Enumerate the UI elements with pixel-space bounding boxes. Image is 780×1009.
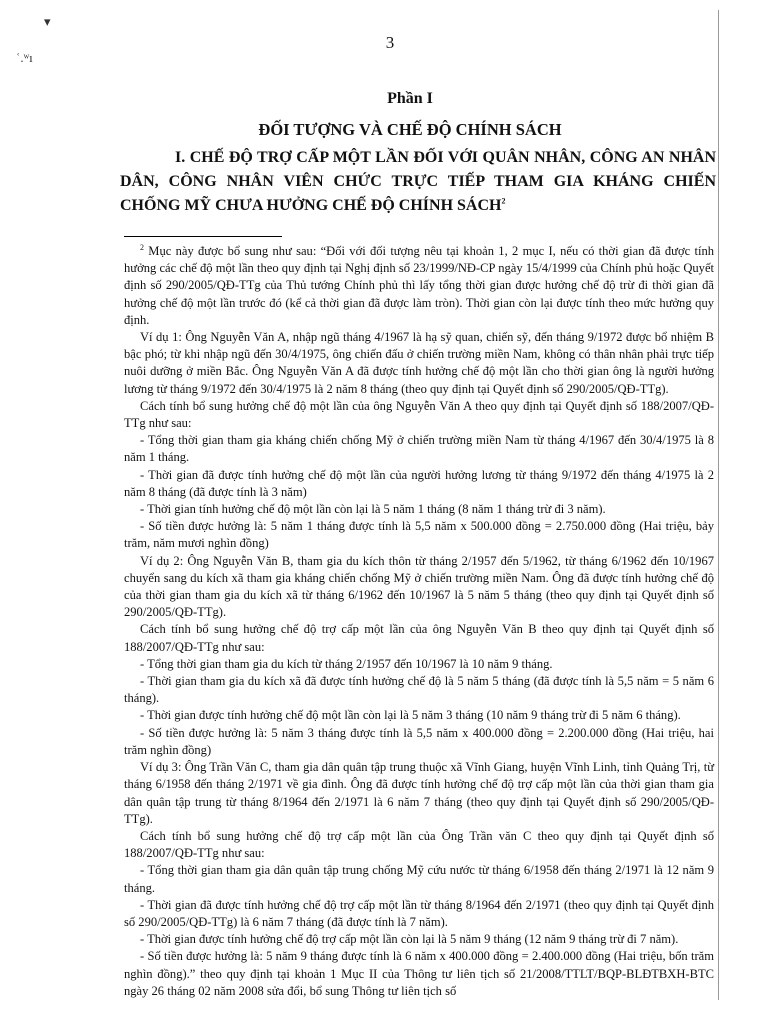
footnote-body: [124, 243, 714, 1000]
footnote-paragraph: - Thời gian đã được tính hưởng chế độ một lần của người hưởng lương từ tháng 9/1972 đến tháng 4/1975 là 2 năm 8 tháng (đã được tính là 3 năm): [124, 467, 714, 499]
footnote-paragraph: - Số tiền được hưởng là: 5 năm 1 tháng được tính là 5,5 năm x 500.000 đồng = 2.750.000 đồng (Hai triệu, bảy trăm, năm mươi nghìn đồng): [124, 519, 714, 551]
footnote-paragraph: - Số tiền được hưởng là: 5 năm 3 tháng được tính là 5,5 năm x 400.000 đồng = 2.200.000 đồng (Hai triệu, hai trăm nghìn đồng): [124, 725, 714, 757]
footnote-paragraph: - Số tiền được hưởng là: 5 năm 9 tháng được tính là 6 năm x 400.000 đồng = 2.400.000 đồng (Hai triệu, bốn trăm nghìn đồng).” theo quy định tại khoản 1 Mục II của Thông tư liên tịch số 21/2008/TTLT/BQP-BLĐTBXH-BTC ngày 26 tháng 02 năm 2008 sửa đổi, bổ sung Thông tư liên tịch số: [124, 949, 714, 998]
chapter-title: [120, 146, 716, 218]
footnote-marker: 2: [140, 242, 144, 252]
part-title: Phần I: [387, 90, 433, 107]
scan-mark-left: ʿ.ʷı: [16, 50, 33, 65]
footnote-paragraph: - Thời gian tham gia du kích xã đã được tính hưởng chế độ là 5 năm 5 tháng (đã được tính là 5,5 năm = 5 năm 6 tháng).: [124, 674, 714, 706]
footnote-paragraph: $^2$ Mục này được bổ sung như sau: “Đối với đối tượng nêu tại khoản 1, 2 mục I, nếu có thời gian đã được tính hưởng các chế độ một lần theo quy định tại Nghị định số 23/1999/NĐ-CP ngày 15/4/1999 của Chính phủ hoặc Quyết định số 290/2005/QĐ-TTg của Thủ tướng Chính phủ thì lấy tổng thời gian được hưởng chế độ trừ đi thời gian đã hưởng chế độ một lần trước đó (kể cả thời gian đã được làm tròn). Thời gian còn lại được tính theo mức hưởng quy định.: [124, 242, 714, 327]
footnote-paragraph: - Thời gian được tính hưởng chế độ trợ cấp một lần còn lại là 5 năm 9 tháng (12 năm 9 tháng trừ đi 7 năm).: [140, 932, 679, 947]
footnote-paragraph: - Thời gian được tính hưởng chế độ một lần còn lại là 5 năm 3 tháng (10 năm 9 tháng trừ đi 5 năm 6 tháng).: [140, 708, 681, 723]
footnote-reference: 2: [501, 196, 506, 206]
footnote-paragraph: Ví dụ 2: Ông Nguyễn Văn B, tham gia du kích thôn từ tháng 2/1957 đến 5/1962, từ tháng 6/1962 đến 10/1967 chuyển sang du kích xã tham gia kháng chiến chống Mỹ ở chiến trường miền Nam. Ông đã được tính hưởng chế độ của thời gian tham gia du kích xã từ tháng 6/1962 đến 10/1967 là 5 năm 5 tháng (theo quy định tại Quyết định số 290/2005/QĐ-TTg).: [124, 553, 714, 620]
scan-mark-top: ▾: [44, 14, 51, 29]
footnote-divider: [124, 236, 282, 237]
section-title: ĐỐI TƯỢNG VÀ CHẾ ĐỘ CHÍNH SÁCH: [258, 120, 562, 139]
footnote-paragraph: - Tổng thời gian tham gia kháng chiến chống Mỹ ở chiến trường miền Nam từ tháng 4/1967 đến 30/4/1975 là 8 năm 1 tháng.: [124, 433, 714, 465]
footnote-paragraph: - Thời gian tính hưởng chế độ một lần còn lại là 5 năm 1 tháng (8 năm 1 tháng trừ đi 3 năm).: [140, 502, 606, 517]
footnote-paragraph: - Thời gian đã được tính hưởng chế độ trợ cấp một lần từ tháng 8/1964 đến 2/1971 (theo quy định tại Quyết định số 290/2005/QĐ-TTg) là 6 năm 7 tháng (đã được tính là 7 năm).: [124, 897, 714, 929]
footnote-paragraph: - Tổng thời gian tham gia dân quân tập trung chống Mỹ cứu nước từ tháng 6/1958 đến tháng 2/1971 là 12 năm 9 tháng.: [124, 863, 714, 895]
page-number: 3: [385, 33, 395, 52]
footnote-paragraph: Ví dụ 1: Ông Nguyễn Văn A, nhập ngũ tháng 4/1967 là hạ sỹ quan, chiến sỹ, đến tháng 9/1972 được bổ nhiệm B bậc phó; từ khi nhập ngũ đến 30/4/1975, ông chiến đấu ở chiến trường miền Nam, không có thân nhân phải trực tiếp nuôi dưỡng ở miền Bắc. Ông Nguyễn Văn A đã được tính hưởng chế độ một lần cho thời gian ông là người hưởng lương từ tháng 9/1972 đến 30/4/1975 là 2 năm 8 tháng (theo quy định tại Quyết định số 290/2005/QĐ-TTg).: [124, 330, 714, 396]
scan-edge-line: [718, 10, 719, 1000]
footnote-paragraph: Ví dụ 3: Ông Trần Văn C, tham gia dân quân tập trung thuộc xã Vĩnh Giang, huyện Vĩnh Linh, tỉnh Quảng Trị, từ tháng 6/1958 đến tháng 2/1971 về gia đình. Ông đã được tính hưởng chế độ trợ cấp một lần của thời gian tham gia dân quân tập trung từ tháng 8/1964 đến 2/1971 là 6 năm 7 tháng (theo quy định tại Quyết định số 290/2005/QĐ-TTg).: [124, 760, 714, 826]
footnote-paragraph: Cách tính bổ sung hưởng chế độ trợ cấp một lần của Ông Trần văn C theo quy định tại Quyết định số 188/2007/QĐ-TTg như sau:: [124, 828, 714, 861]
footnote-paragraph: Cách tính bổ sung hưởng chế độ trợ cấp một lần của ông Nguyễn Văn B theo quy định tại Quyết định số 188/2007/QĐ-TTg như sau:: [124, 622, 714, 654]
footnote-paragraph: - Tổng thời gian tham gia du kích từ tháng 2/1957 đến 10/1967 là 10 năm 9 tháng.: [140, 656, 553, 671]
chapter-title-text: I. CHẾ ĐỘ TRỢ CẤP MỘT LẦN ĐỐI VỚI QUÂN NHÂN, CÔNG AN NHÂN DÂN, CÔNG NHÂN VIÊN CHỨC TRỰC TIẾP THAM GIA KHÁNG CHIẾN CHỐNG MỸ CHƯA HƯỞNG CHẾ ĐỘ CHÍNH SÁCH: [120, 149, 716, 214]
footnote-paragraph: Cách tính bổ sung hưởng chế độ một lần của ông Nguyễn Văn A theo quy định tại Quyết định số 188/2007/QĐ-TTg như sau:: [124, 398, 714, 431]
